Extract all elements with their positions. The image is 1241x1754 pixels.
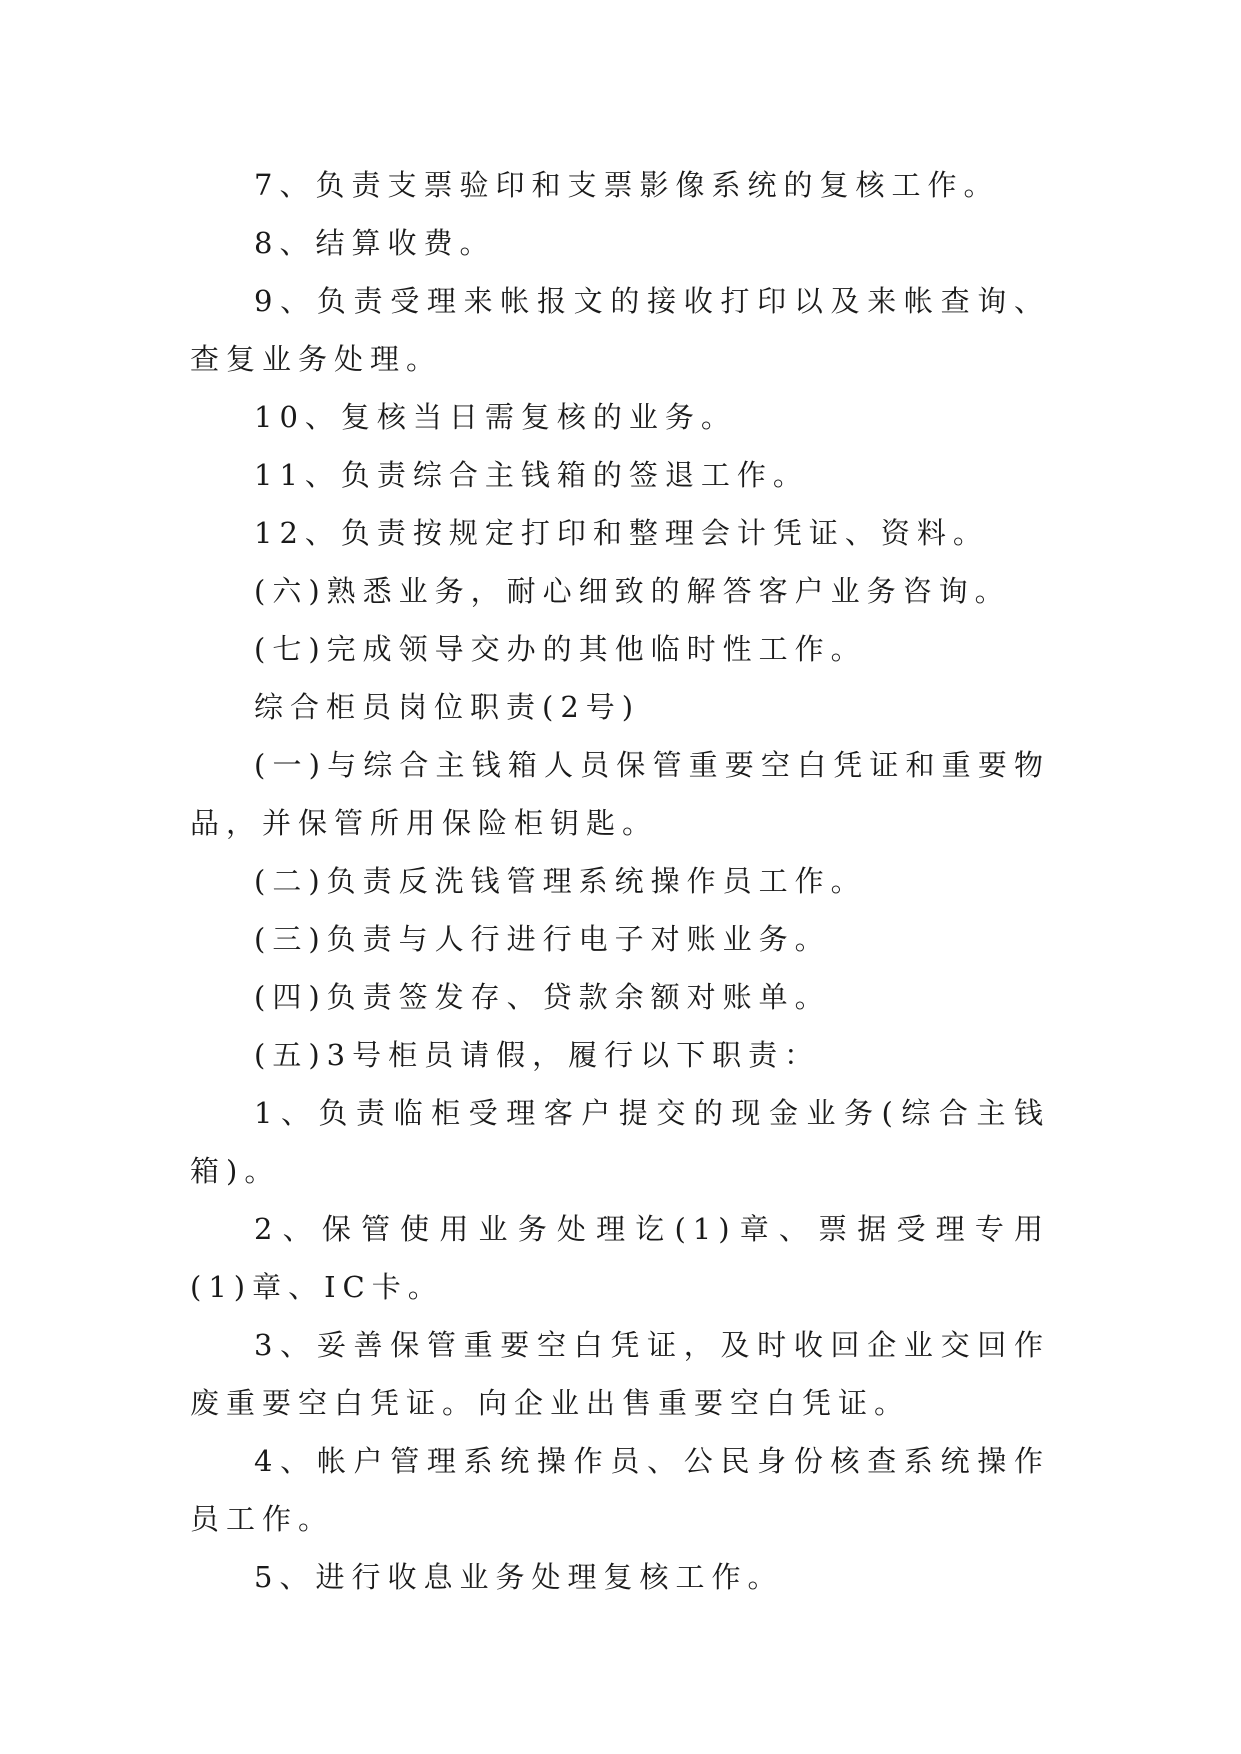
- paragraph-section-4: (四)负责签发存、贷款余额对账单。: [254, 980, 831, 1014]
- paragraph-section-1: (一)与综合主钱箱人员保管重要空白凭证和重要物品，并保管所用保险柜钥匙。: [190, 748, 1050, 840]
- paragraph-item-9: 9、负责受理来帐报文的接收打印以及来帐查询、查复业务处理。: [190, 284, 1050, 376]
- paragraph-duty-4: 4、帐户管理系统操作员、公民身份核查系统操作员工作。: [190, 1444, 1050, 1536]
- paragraph-section-2: (二)负责反洗钱管理系统操作员工作。: [254, 864, 867, 898]
- paragraph-item-11: 11、负责综合主钱箱的签退工作。: [254, 458, 809, 492]
- paragraph-section-3: (三)负责与人行进行电子对账业务。: [254, 922, 831, 956]
- paragraph-duty-2: 2、保管使用业务处理讫(1)章、票据受理专用(1)章、IC卡。: [190, 1212, 1050, 1304]
- paragraph-section-5: (五)3号柜员请假，履行以下职责：: [254, 1038, 821, 1072]
- document-body: [190, 156, 1050, 1606]
- paragraph-section-7: (七)完成领导交办的其他临时性工作。: [254, 632, 867, 666]
- paragraph-duty-3: 3、妥善保管重要空白凭证，及时收回企业交回作废重要空白凭证。向企业出售重要空白凭证。: [190, 1328, 1050, 1420]
- section-heading: 综合柜员岗位职责(2号): [254, 690, 641, 724]
- paragraph-item-8: 8、结算收费。: [254, 226, 496, 260]
- paragraph-item-12: 12、负责按规定打印和整理会计凭证、资料。: [254, 516, 989, 550]
- paragraph-item-10: 10、复核当日需复核的业务。: [254, 400, 737, 434]
- paragraph-duty-5: 5、进行收息业务处理复核工作。: [254, 1560, 784, 1594]
- paragraph-item-7: 7、负责支票验印和支票影像系统的复核工作。: [254, 168, 1000, 202]
- paragraph-section-6: (六)熟悉业务，耐心细致的解答客户业务咨询。: [254, 574, 1011, 608]
- paragraph-duty-1: 1、负责临柜受理客户提交的现金业务(综合主钱箱)。: [190, 1096, 1050, 1188]
